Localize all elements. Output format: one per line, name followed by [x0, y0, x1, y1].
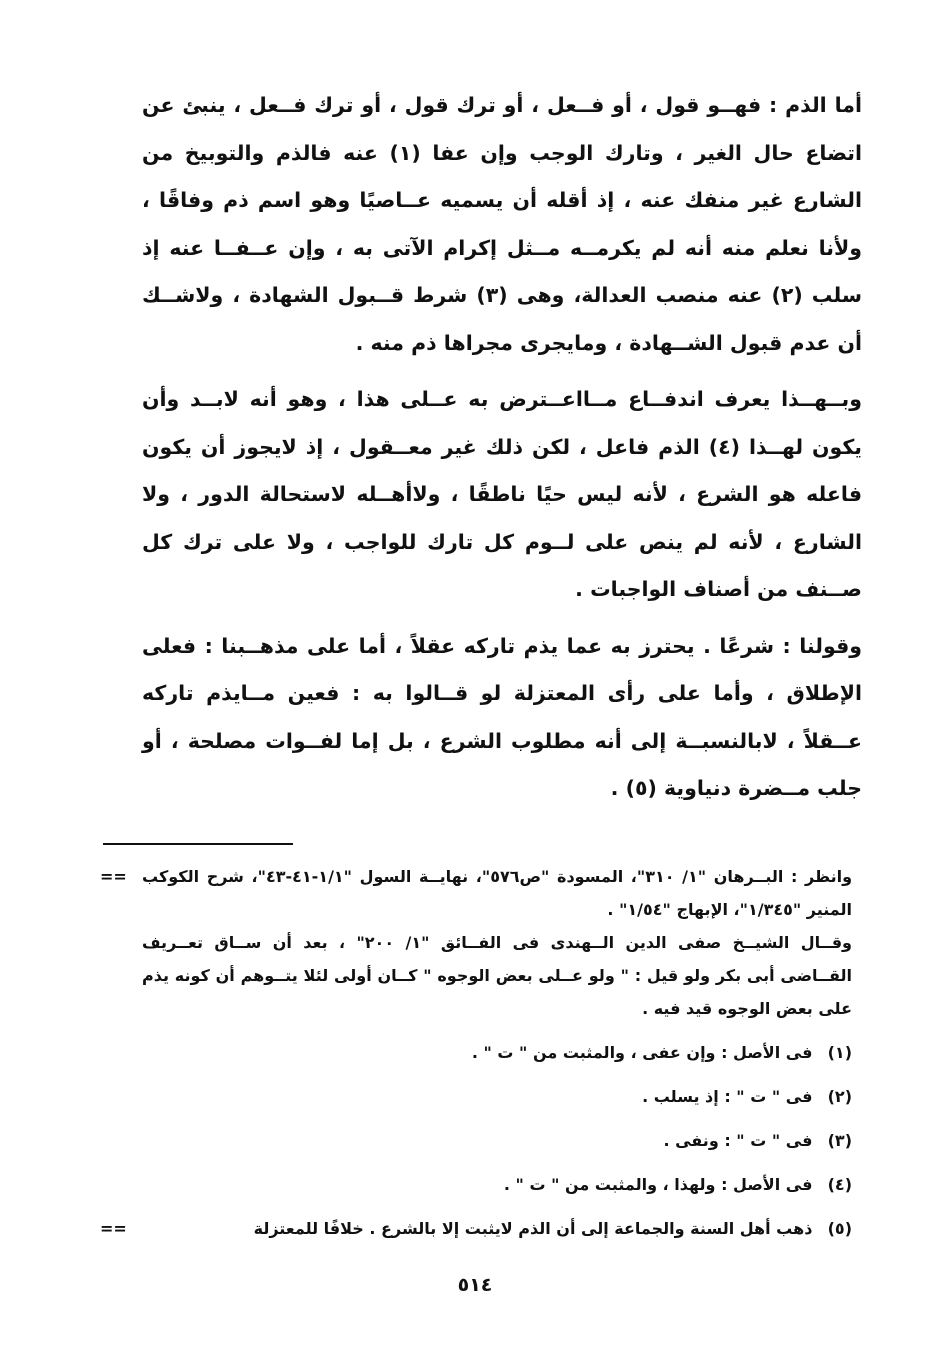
continued-marker: == [100, 1219, 127, 1238]
footnote-quote-text: وقــال الشيــخ صفى الدين الــهندى فى الفــائق "١/ ٢٠٠" ، بعد أن ســاق تعــريف القــاضى أبى بكر ولو قيل : " ولو عــلى بعض الوجوه " كــان أولى لئلا يتــوهم أن كونه يذم على بعض الوجوه قيد فيه . [142, 933, 852, 1018]
footnotes-section [100, 860, 853, 1251]
paragraph-lead: أما الذم : [769, 93, 862, 117]
footnote-text: فى " ت " : ونفى . [663, 1131, 813, 1150]
paragraph-text: فهــو قول ، أو فــعل ، أو ترك قول ، أو ترك فــعل ، ينبئ عن اتضاع حال الغير ، وتارك الوجب وإن عفا (١) عنه فالذم والتوبيخ من الشارع غير منفك عنه ، إذ أقله أن يسميه عــاصيًا وهو اسم ذم وفاقًا ، ولأنا نعلم منه أنه لم يكرمــه مــثل إكرام الآتى به ، وإن عــفــا عنه إذ سلب (٢) عنه منصب العدالة، وهى (٣) شرط قــبول الشهادة ، ولاشــك أن عدم قبول الشــهادة ، ومايجرى مجراها ذم منه . [142, 93, 862, 355]
footnote-item [142, 1163, 852, 1207]
footnote-text: فى الأصل : ولهذا ، والمثبت من " ت " . [503, 1175, 813, 1194]
footnote-continuation [100, 860, 853, 926]
paragraph-objection [142, 376, 862, 614]
footnote-number: (١) [827, 1043, 852, 1062]
footnote-number: (٣) [827, 1131, 852, 1150]
footnote-item [100, 1207, 852, 1251]
footnote-text: فى " ت " : إذ يسلب . [642, 1087, 813, 1106]
footnote-number: (٢) [827, 1087, 852, 1106]
footnote-item [142, 1031, 852, 1075]
footnote-number: (٤) [827, 1175, 852, 1194]
paragraph-text: شرعًا . يحترز به عما يذم تاركه عقلاً ، أما على مذهــبنا : فعلى الإطلاق ، وأما على رأى المعتزلة لو قــالوا به : فعين مــايذم تاركه عــقلاً ، لابالنسبــة إلى أنه مطلوب الشرع ، بل إما لفــوات مصلحة ، أو جلب مــضرة دنياوية (٥) . [142, 633, 862, 800]
paragraph-definition-of-blame [142, 82, 862, 367]
main-text [142, 82, 862, 822]
paragraph-lead: وقولنا : [782, 633, 862, 658]
footnote-continuation-text: وانظر : البــرهان "١/ ٣١٠"، المسودة "ص٥٧٦"، نهايــة السول "١/١-٤١-٤٣"، شرح الكوكب المنير "١/٣٤٥"، الإبهاج "١/٥٤" . [142, 867, 853, 919]
footnote-list [100, 1031, 852, 1251]
footnote-text: ذهب أهل السنة والجماعة إلى أن الذم لايثبت إلا بالشرع . خلافًا للمعتزلة [253, 1219, 813, 1238]
footnote-text: فى الأصل : وإن عفى ، والمثبت من " ت " . [471, 1043, 813, 1062]
paragraph-shar-an [142, 623, 862, 813]
continuation-marker: == [100, 867, 127, 886]
page-number: ٥١٤ [457, 1274, 493, 1296]
paragraph-text: وبــهــذا يعرف اندفــاع مــااعــترض به عــلى هذا ، وهو أنه لابــد وأن يكون لهــذا (٤) الذم فاعل ، لكن ذلك غير معــقول ، إذ لايجوز أن يكون فاعله هو الشرع ، لأنه ليس حيًا ناطقًا ، ولاأهــله لاستحالة الدور ، ولا الشارع ، لأنه لم ينص على لــوم كل تارك للواجب ، ولا على ترك كل صــنف من أصناف الواجبات . [142, 387, 862, 601]
footnote-item [142, 1075, 852, 1119]
footnote-item [142, 1119, 852, 1163]
footnote-separator [103, 843, 293, 845]
footnote-quote [142, 926, 852, 1025]
footnote-number: (٥) [827, 1219, 852, 1238]
